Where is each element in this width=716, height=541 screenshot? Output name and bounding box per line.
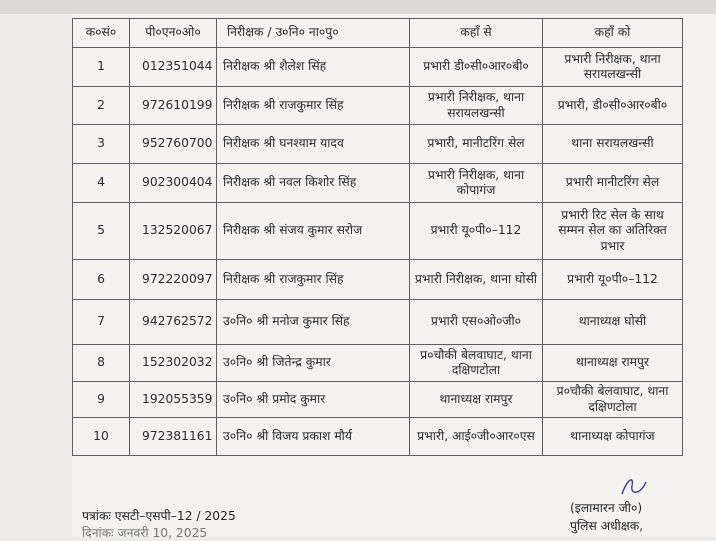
cell-pno: 192055359 (130, 382, 217, 418)
signature-block (570, 500, 643, 536)
officer-name: (इलामारन जी०) (570, 501, 643, 515)
cell-pno: 132520067 (130, 203, 217, 260)
top-edge (0, 0, 716, 14)
cell-to: प्रभारी मानीटरिंग सेल (543, 164, 683, 203)
cell-to: प्रभारी निरीक्षक, थाना सरायलखन्सी (543, 48, 683, 87)
cell-pno: 942762572 (130, 300, 217, 345)
cell-to: थाना सरायलखन्सी (543, 125, 683, 164)
cell-name: निरीक्षक श्री राजकुमार सिंह (217, 260, 410, 300)
header-serial: क०सं० (73, 19, 130, 48)
header-to: कहाँ को (543, 19, 683, 48)
cell-serial: 5 (73, 203, 130, 260)
cell-serial: 3 (73, 125, 130, 164)
table-row (73, 345, 683, 382)
cell-pno: 902300404 (130, 164, 217, 203)
cell-pno: 952760700 (130, 125, 217, 164)
table-row (73, 300, 683, 345)
cell-to: थानाध्यक्ष कोपागंज (543, 418, 683, 456)
cell-pno: 972610199 (130, 87, 217, 125)
table-row (73, 125, 683, 164)
cell-serial: 1 (73, 48, 130, 87)
officer-title: पुलिस अधीक्षक, (570, 518, 644, 533)
cell-serial: 8 (73, 345, 130, 382)
cell-pno: 972381161 (130, 418, 217, 456)
cell-name: निरीक्षक श्री संजय कुमार सरोज (217, 203, 410, 260)
header-pno: पी०एन०ओ० (130, 19, 217, 48)
cell-from: प्रभारी निरीक्षक, थाना घोसी (410, 260, 543, 300)
cell-from: प्र०चौकी बेलवाघाट, थाना दक्षिणटोला (410, 345, 543, 382)
table-row (73, 418, 683, 456)
transfer-table (72, 18, 683, 456)
cell-from: प्रभारी यू०पी०–112 (410, 203, 543, 260)
cell-from: प्रभारी, मानीटरिंग सेल (410, 125, 543, 164)
cell-serial: 2 (73, 87, 130, 125)
cell-pno: 012351044 (130, 48, 217, 87)
cell-from: प्रभारी निरीक्षक, थाना कोपागंज (410, 164, 543, 203)
cell-serial: 9 (73, 382, 130, 418)
header-from: कहाँ से (410, 19, 543, 48)
table-row (73, 87, 683, 125)
cell-to: प्रभारी यू०पी०–112 (543, 260, 683, 300)
table-header-row (73, 19, 683, 48)
table-row (73, 203, 683, 260)
reference-date: दिनांकः जनवरी 10, 2025 (82, 525, 208, 540)
cell-from: प्रभारी एस०ओ०जी० (410, 300, 543, 345)
cell-to: थानाध्यक्ष रामपुर (543, 345, 683, 382)
table-row (73, 382, 683, 418)
cell-serial: 7 (73, 300, 130, 345)
cell-name: उ०नि० श्री विजय प्रकाश मौर्य (217, 418, 410, 456)
cell-serial: 10 (73, 418, 130, 456)
cell-to: प्रभारी रिट सेल के साथ सम्मन सेल का अतिरिक्त प्रभार (543, 203, 683, 260)
cell-name: उ०नि० श्री जितेन्द्र कुमार (217, 345, 410, 382)
cell-to: प्रभारी, डी०सी०आर०बी० (543, 87, 683, 125)
cell-name: निरीक्षक श्री नवल किशोर सिंह (217, 164, 410, 203)
cell-from: थानाध्यक्ष रामपुर (410, 382, 543, 418)
cell-serial: 6 (73, 260, 130, 300)
cell-name: निरीक्षक श्री घनश्याम यादव (217, 125, 410, 164)
cell-name: निरीक्षक श्री राजकुमार सिंह (217, 87, 410, 125)
reference-number: पत्रांकः एसटी–एसपी–12 / 2025 (82, 509, 236, 523)
cell-serial: 4 (73, 164, 130, 203)
cell-name: उ०नि० श्री प्रमोद कुमार (217, 382, 410, 418)
footer-reference (82, 508, 236, 541)
cell-name: निरीक्षक श्री शैलेश सिंह (217, 48, 410, 87)
table-row (73, 48, 683, 87)
cell-to: प्र०चौकी बेलवाघाट, थाना दक्षिणटोला (543, 382, 683, 418)
table-row (73, 260, 683, 300)
cell-from: प्रभारी निरीक्षक, थाना सरायलखन्सी (410, 87, 543, 125)
cell-pno: 972220097 (130, 260, 217, 300)
cell-name: उ०नि० श्री मनोज कुमार सिंह (217, 300, 410, 345)
signature-mark (618, 474, 652, 500)
cell-to: थानाध्यक्ष घोसी (543, 300, 683, 345)
cell-from: प्रभारी डी०सी०आर०बी० (410, 48, 543, 87)
table-row (73, 164, 683, 203)
header-name: निरीक्षक / उ०नि० ना०पु० (217, 19, 410, 48)
cell-from: प्रभारी, आई०जी०आर०एस (410, 418, 543, 456)
cell-pno: 152302032 (130, 345, 217, 382)
